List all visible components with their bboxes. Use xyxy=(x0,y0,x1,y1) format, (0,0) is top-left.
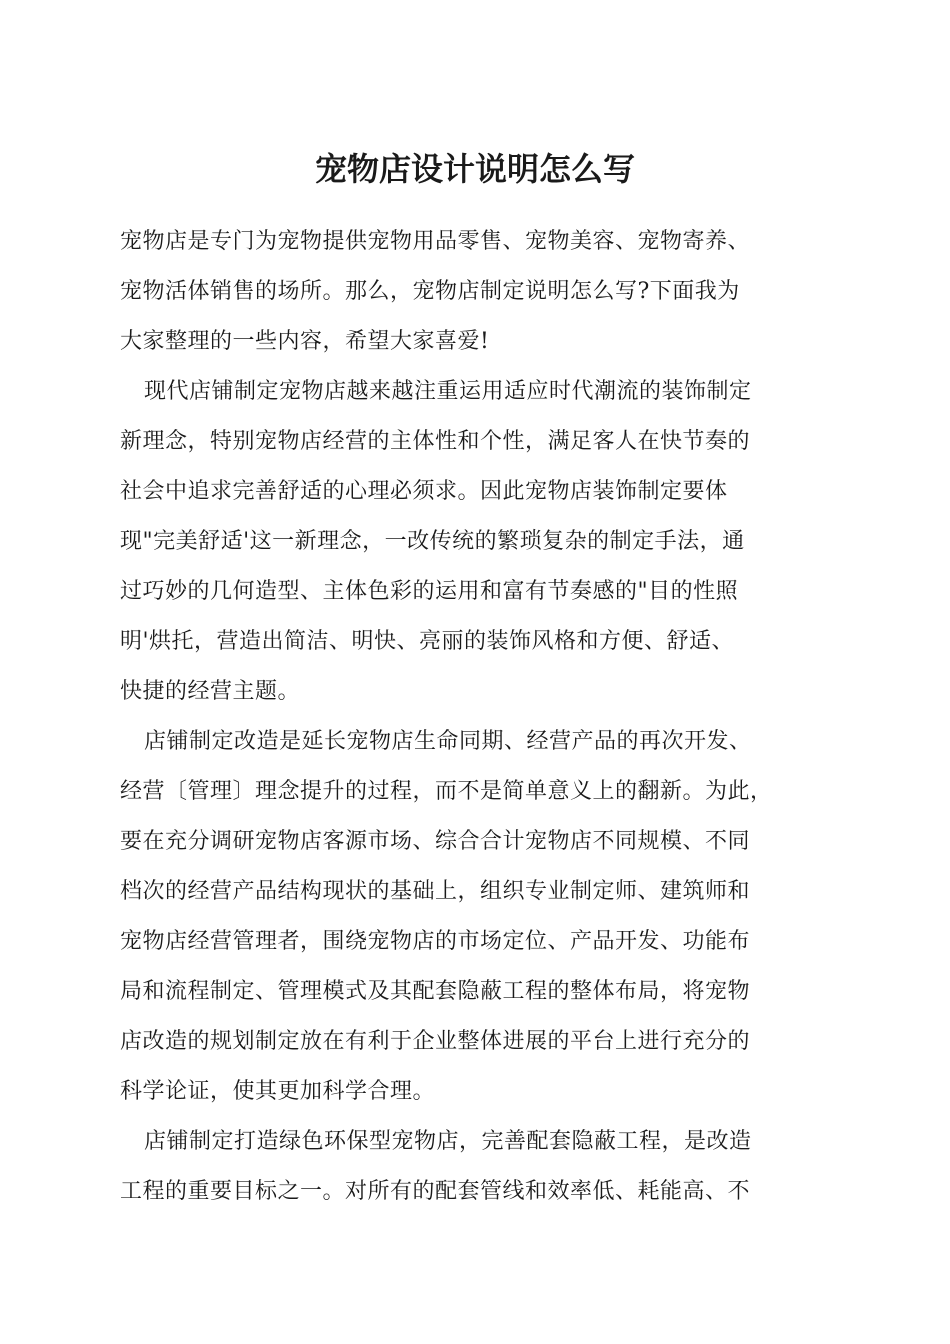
text-line: 经营〔管理〕理念提升的过程，而不是简单意义上的翻新。为此， xyxy=(120,779,773,804)
text-line: 要在充分调研宠物店客源市场、综合合计宠物店不同规模、不同 xyxy=(120,829,751,854)
paragraph-renovation xyxy=(120,717,832,1117)
text-line: 店铺制定改造是延长宠物店生命同期、经营产品的再次开发、 xyxy=(144,729,752,754)
paragraph-green-store xyxy=(120,1117,832,1217)
text-line: 社会中追求完善舒适的心理必须求。因此宠物店装饰制定要体 xyxy=(120,479,728,504)
text-line: 新理念，特别宠物店经营的主体性和个性，满足客人在快节奏的 xyxy=(120,429,751,454)
document-title: 宠物店设计说明怎么写 xyxy=(314,150,635,188)
text-line: 档次的经营产品结构现状的基础上，组织专业制定师、建筑师和 xyxy=(120,879,751,904)
text-line: 现"完美舒适'这一新理念，一改传统的繁琐复杂的制定手法，通 xyxy=(120,529,745,554)
text-line: 宠物店经营管理者，围绕宠物店的市场定位、产品开发、功能布 xyxy=(120,929,751,954)
text-line: 工程的重要目标之一。对所有的配套管线和效率低、耗能高、不 xyxy=(120,1179,751,1204)
text-line: 大家整理的一些内容，希望大家喜爱! xyxy=(120,329,490,354)
text-line: 过巧妙的几何造型、主体色彩的运用和富有节奏感的"目的性照 xyxy=(120,579,739,604)
paragraph-intro xyxy=(120,217,832,367)
text-line: 局和流程制定、管理模式及其配套隐蔽工程的整体布局，将宠物 xyxy=(120,979,751,1004)
paragraph-modern-design xyxy=(120,367,832,717)
text-line: 明'烘托，营造出简洁、明快、亮丽的装饰风格和方便、舒适、 xyxy=(120,629,735,654)
text-line: 宠物店是专门为宠物提供宠物用品零售、宠物美容、宠物寄养、 xyxy=(120,229,751,254)
text-line: 宠物活体销售的场所。那么，宠物店制定说明怎么写?下面我为 xyxy=(120,279,740,304)
text-line: 店铺制定打造绿色环保型宠物店，完善配套隐蔽工程，是改造 xyxy=(144,1129,752,1154)
document-body xyxy=(120,217,832,1217)
text-line: 科学论证，使其更加科学合理。 xyxy=(120,1079,436,1104)
text-line: 现代店铺制定宠物店越来越注重运用适应时代潮流的装饰制定 xyxy=(144,379,752,404)
text-line: 店改造的规划制定放在有利于企业整体进展的平台上进行充分的 xyxy=(120,1029,751,1054)
text-line: 快捷的经营主题。 xyxy=(120,679,301,704)
